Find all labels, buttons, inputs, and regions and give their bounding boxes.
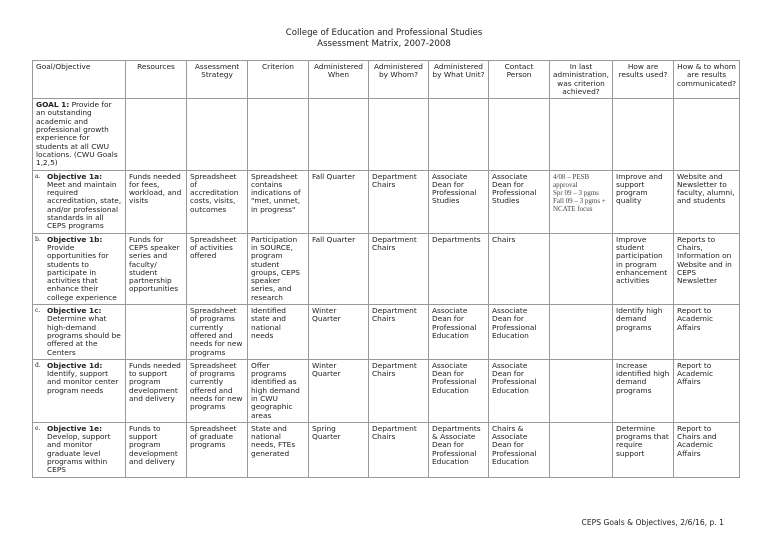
table-cell [126,305,187,360]
table-cell: Website and Newsletter to faculty, alumni, and students [674,170,740,233]
objective-text: Identify, support and monitor center program needs [47,369,119,395]
table-cell: Improve student participation in program enhancement activities [613,233,674,304]
table-cell: Spreadsheet of activities offered [187,233,248,304]
column-header: How are results used? [613,61,674,99]
table-cell: Associate Dean for Professional Education [429,359,489,422]
goal-cell [33,99,126,170]
table-cell: Department Chairs [369,233,429,304]
column-header: Resources [126,61,187,99]
objective-text: Meet and maintain required accreditation, state, and/or professional standards in all CEPS programs [47,179,122,231]
table-cell: Participation in SOURCE, program student groups, CEPS speaker series, and research [248,233,309,304]
table-cell: Spreadsheet of programs currently offered and needs for new programs [187,305,248,360]
table-cell: Spreadsheet contains indications of "met, unmet, in progress" [248,170,309,233]
table-cell: Report to Academic Affairs [674,359,740,422]
document-title: College of Education and Professional Studies [285,28,483,38]
table-cell: Fall Quarter [309,233,369,304]
table-cell: Funds to support program development and delivery [126,422,187,477]
page-footer: CEPS Goals & Objectives, 2/6/16, p. 1 [581,517,724,527]
table-cell: Chairs & Associate Dean for Professional Education [489,422,550,477]
objective-label: Objective 1b: [47,234,103,244]
table-cell [550,422,613,477]
objective-text: Provide opportunities for students to participate in activities that enhance their college experience [47,242,117,302]
table-cell: Funds for CEPS speaker series and faculty/ student partnership opportunities [126,233,187,304]
goal-text: Provide for an outstanding academic and professional growth experience for students at all CWU locations. (CWU Goals 1,2,5) [36,100,118,168]
table-cell: Departments & Associate Dean for Professional Education [429,422,489,477]
header-row [33,61,740,99]
table-cell: 4/08 – PESB approval Spr 09 – 3 pgms Fall 09 – 3 pgms + NCATE focus [550,170,613,233]
objective-cell [33,359,126,422]
table-cell: Associate Dean for Professional Education [489,359,550,422]
assessment-matrix-table [32,60,740,478]
table-cell: Reports to Chairs, Information on Website and in CEPS Newsletter [674,233,740,304]
objective-cell [33,305,126,360]
table-cell: Associate Dean for Professional Education [429,305,489,360]
table-cell: Identify high demand programs [613,305,674,360]
objective-letter: c. [35,307,41,315]
objective-text: Develop, support and monitor graduate level programs within CEPS [47,432,111,475]
table-cell: Winter Quarter [309,305,369,360]
goal-row [33,99,740,170]
table-cell [550,233,613,304]
objective-cell [33,422,126,477]
table-cell [550,305,613,360]
objective-row [33,305,740,360]
table-cell: Associate Dean for Professional Studies [489,170,550,233]
table-cell: Funds needed for fees, workload, and visits [126,170,187,233]
table-cell: Spring Quarter [309,422,369,477]
table-cell: Fall Quarter [309,170,369,233]
objective-label: Objective 1e: [47,423,103,433]
table-cell: State and national needs, FTEs generated [248,422,309,477]
table-cell: Spreadsheet of graduate programs [187,422,248,477]
objective-letter: a. [35,172,41,180]
table-cell: Winter Quarter [309,359,369,422]
objective-letter: e. [35,424,41,432]
column-header: Administered by What Unit? [429,61,489,99]
column-header: Administered When [309,61,369,99]
table-cell: Spreadsheet of programs currently offered and needs for new programs [187,359,248,422]
table-cell: Spreadsheet of accreditation costs, visits, outcomes [187,170,248,233]
table-cell: Department Chairs [369,359,429,422]
table-cell: Increase identified high demand programs [613,359,674,422]
table-cell: Departments [429,233,489,304]
table-cell: Offer programs identified as high demand in CWU geographic areas [248,359,309,422]
objective-cell [33,233,126,304]
column-header: Goal/Objective [33,61,126,99]
table-cell: Report to Chairs and Academic Affairs [674,422,740,477]
objective-label: Objective 1a: [47,171,103,181]
title-block [0,0,768,60]
objective-row [33,170,740,233]
column-header: Criterion [248,61,309,99]
column-header: How & to whom are results communicated? [674,61,740,99]
objective-row [33,422,740,477]
table-cell: Improve and support program quality [613,170,674,233]
table-cell: Associate Dean for Professional Studies [429,170,489,233]
column-header: Assessment Strategy [187,61,248,99]
table-cell: Department Chairs [369,422,429,477]
objective-letter: d. [35,361,41,369]
table-cell: Identified state and national needs [248,305,309,360]
objective-text: Determine what high-demand programs should be offered at the Centers [47,314,121,357]
objective-label: Objective 1d: [47,360,103,370]
objective-row [33,233,740,304]
goal-label: GOAL 1: [36,100,70,110]
objective-row [33,359,740,422]
column-header: Contact Person [489,61,550,99]
column-header: In last administration, was criterion achieved? [550,61,613,99]
objective-letter: b. [35,235,41,243]
objective-label: Objective 1c: [47,306,102,316]
table-cell: Department Chairs [369,170,429,233]
document-subtitle: Assessment Matrix, 2007-2008 [317,39,451,49]
table-cell [550,359,613,422]
objective-cell [33,170,126,233]
table-cell: Determine programs that require support [613,422,674,477]
table-cell: Chairs [489,233,550,304]
table-cell: Report to Academic Affairs [674,305,740,360]
column-header: Administered by Whom? [369,61,429,99]
table-cell: Associate Dean for Professional Education [489,305,550,360]
table-cell: Department Chairs [369,305,429,360]
table-cell: Funds needed to support program development and delivery [126,359,187,422]
